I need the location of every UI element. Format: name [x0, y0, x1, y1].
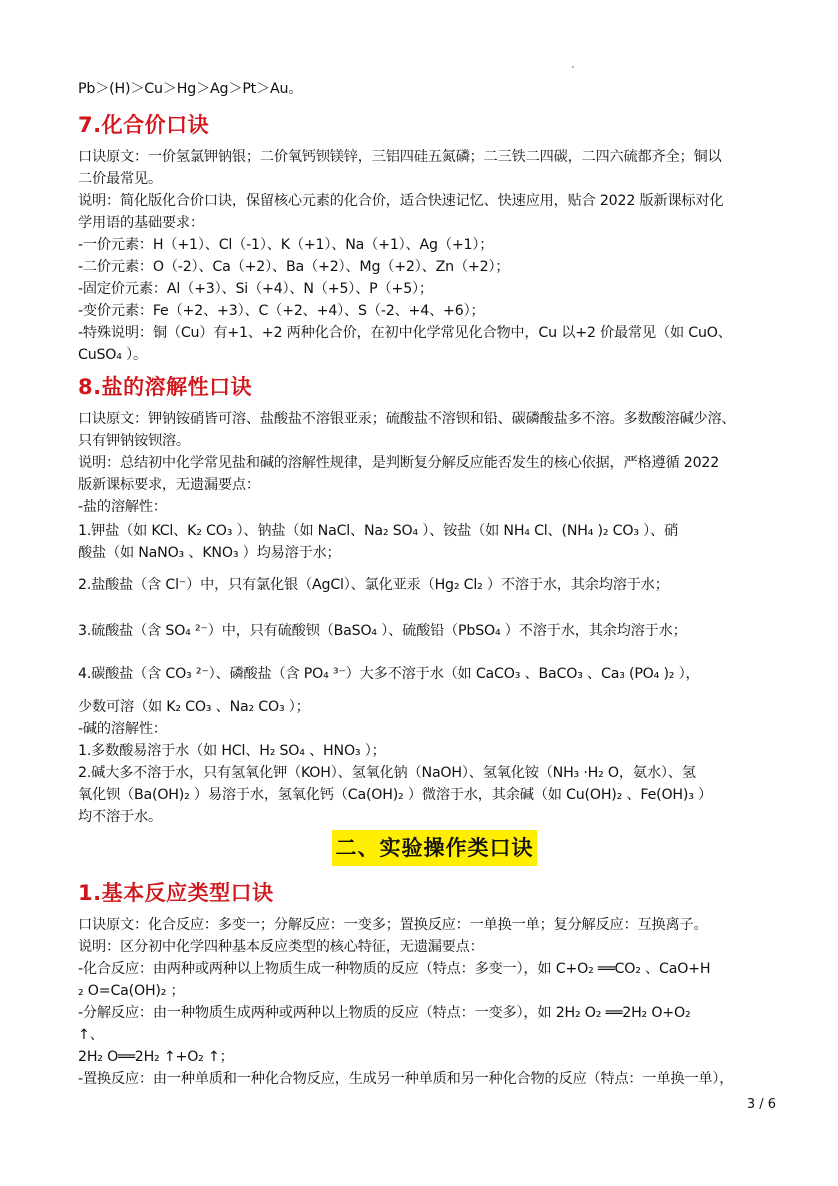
text-line: 1.钾盐（如 KCl、K₂ CO₃ ）、钠盐（如 NaCl、Na₂ SO₄ ）、铵盐（如 NH₄ Cl、(NH₄ )₂ CO₃ ）、硝: [78, 523, 679, 539]
text-line: -分解反应：由一种物质生成两种或两种以上物质的反应（特点：一变多），如 2H₂ O₂ ══2H₂ O+O₂: [78, 1005, 691, 1021]
text-line: 口诀原文：化合反应：多变一；分解反应：一变多；置换反应：一单换一单；复分解反应：互换离子。: [78, 917, 708, 933]
text-line: 说明：简化版化合价口诀，保留核心元素的化合价，适合快速记忆、快速应用，贴合 2022 版新课标对化: [78, 193, 724, 209]
text-line: -固定价元素：Al（+3）、Si（+4）、N（+5）、P（+5）；: [78, 281, 433, 297]
text-line: -特殊说明：铜（Cu）有+1、+2 两种化合价，在初中化学常见化合物中，Cu 以+2 价最常见（如 CuO、: [78, 325, 732, 341]
text-line: -碱的溶解性：: [78, 721, 167, 737]
text-line: ₂ O=Ca(OH)₂ ；: [78, 983, 185, 999]
text-line: 口诀原文：一价氢氯钾钠银；二价氧钙钡镁锌，三铝四硅五氮磷；二三铁二四碳，二四六硫都齐全；铜以: [78, 149, 722, 165]
text-line: 版新课标要求，无遗漏要点：: [78, 477, 260, 493]
text-line: 2.碱大多不溶于水，只有氢氧化钾（KOH）、氢氧化钠（NaOH）、氢氧化铵（NH₃ ·H₂ O，氨水）、氢: [78, 765, 696, 781]
text-line: 1.多数酸易溶于水（如 HCl、H₂ SO₄ 、HNO₃ ）；: [78, 743, 386, 759]
text-line: 2H₂ O══2H₂ ↑+O₂ ↑；: [78, 1049, 234, 1065]
text-line: 4.碳酸盐（含 CO₃ ²⁻）、磷酸盐（含 PO₄ ³⁻）大多不溶于水（如 CaCO₃ 、BaCO₃ 、Ca₃ (PO₄ )₂ ），: [78, 666, 700, 682]
text-line: -盐的溶解性：: [78, 499, 167, 515]
text-line: -二价元素：O（-2）、Ca（+2）、Ba（+2）、Mg（+2）、Zn（+2）；: [78, 259, 510, 275]
text-line: -一价元素：H（+1）、Cl（-1）、K（+1）、Na（+1）、Ag（+1）；: [78, 237, 494, 253]
section-heading-reaction-types: 1.基本反应类型口诀: [78, 881, 274, 905]
text-line: -化合反应：由两种或两种以上物质生成一种物质的反应（特点：多变一），如 C+O₂ ══CO₂ 、CaO+H: [78, 961, 711, 977]
page-number: 3 / 6: [746, 1097, 776, 1112]
text-line: 酸盐（如 NaNO₃ 、KNO₃ ）均易溶于水；: [78, 545, 341, 561]
text-line: 3.硫酸盐（含 SO₄ ²⁻）中，只有硫酸钡（BaSO₄ ）、硫酸铅（PbSO₄ ）不溶于水，其余均溶于水；: [78, 623, 687, 639]
text-line: -置换反应：由一种单质和一种化合物反应，生成另一种单质和另一种化合物的反应（特点：一单换一单），: [78, 1071, 734, 1087]
text-line: 口诀原文：钾钠铵硝皆可溶、盐酸盐不溶银亚汞；硫酸盐不溶钡和铅、碳磷酸盐多不溶。多数酸溶碱少溶、: [78, 411, 736, 427]
section-heading-valence: 7.化合价口诀: [78, 113, 210, 137]
text-line: 只有钾钠铵钡溶。: [78, 433, 190, 449]
text-line: 均不溶于水。: [78, 809, 162, 825]
text-line: CuSO₄ ）。: [78, 347, 147, 363]
section-heading-solubility: 8.盐的溶解性口诀: [78, 375, 253, 399]
text-line: 少数可溶（如 K₂ CO₃ 、Na₂ CO₃ ）；: [78, 699, 310, 715]
text-line: Pb＞(H)＞Cu＞Hg＞Ag＞Pt＞Au。: [78, 81, 303, 97]
text-line: -变价元素：Fe（+2、+3）、C（+2、+4）、S（-2、+4、+6）；: [78, 303, 485, 319]
text-line: 说明：区分初中化学四种基本反应类型的核心特征，无遗漏要点：: [78, 939, 484, 955]
text-line: 氧化钡（Ba(OH)₂ ）易溶于水，氢氧化钙（Ca(OH)₂ ）微溶于水，其余碱（如 Cu(OH)₂ 、Fe(OH)₃ ）: [78, 787, 713, 803]
text-line: 说明：总结初中化学常见盐和碱的溶解性规律，是判断复分解反应能否发生的核心依据，严格遵循 2022: [78, 455, 720, 471]
text-line: 二价最常见。: [78, 171, 162, 187]
text-line: 2.盐酸盐（含 Cl⁻）中，只有氯化银（AgCl）、氯化亚汞（Hg₂ Cl₂ ）不溶于水，其余均溶于水；: [78, 577, 669, 593]
speck: [572, 66, 574, 68]
text-line: 学用语的基础要求：: [78, 215, 204, 231]
text-line: ↑、: [78, 1027, 104, 1043]
part-heading: 二、实验操作类口诀: [332, 830, 537, 866]
